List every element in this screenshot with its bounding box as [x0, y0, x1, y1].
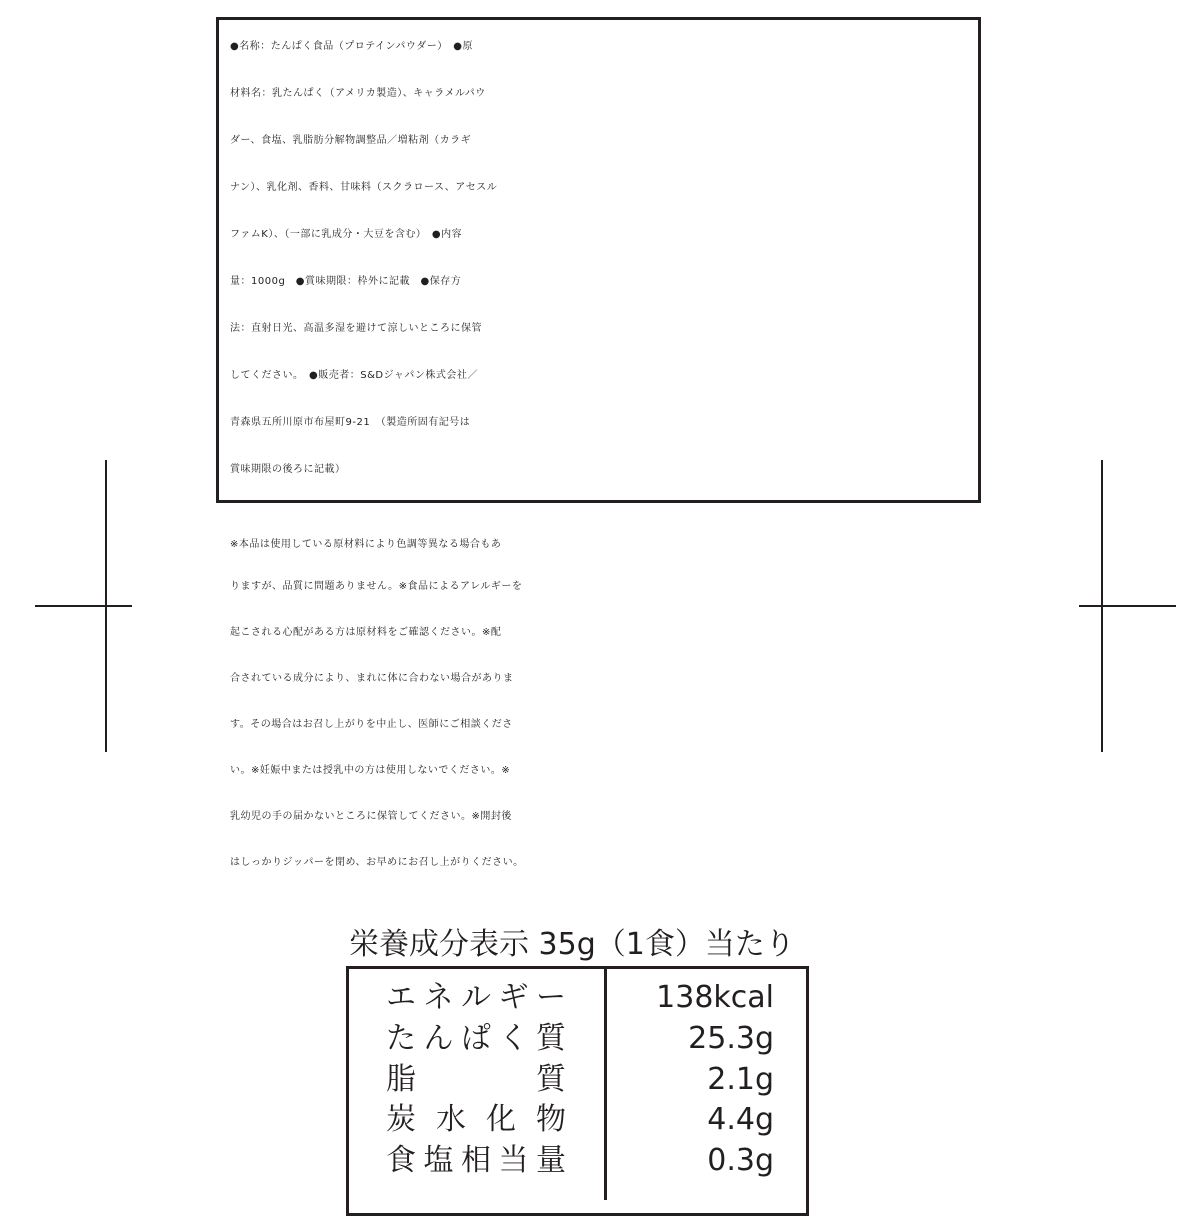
- nutrition-label-fat: 脂質: [386, 1062, 566, 1097]
- nutrition-value-energy: 138kcal: [656, 980, 774, 1015]
- nutrition-title: 栄養成分表示 35g（1食）当たり: [349, 927, 795, 962]
- nutrition-value-fat: 2.1g: [707, 1062, 774, 1097]
- crop-mark-left-horizontal: [35, 605, 132, 607]
- label-line: 賞味期限の後ろに記載）: [230, 464, 346, 475]
- label-line: ダー、食塩、乳脂肪分解物調整品／増粘剤（カラギ: [230, 135, 472, 146]
- label-line: 青森県五所川原市布屋町9-21 （製造所固有記号は: [230, 417, 471, 428]
- nutrition-value-salt: 0.3g: [707, 1143, 774, 1178]
- note-line: ※本品は使用している原材料により色調等異なる場合もあ: [230, 539, 502, 550]
- note-line: い。※妊娠中または授乳中の方は使用しないでください。※: [230, 765, 511, 776]
- label-line: ファムK）、（一部に乳成分・大豆を含む） ●内容: [230, 229, 463, 240]
- note-line: はしっかりジッパーを閉め、お早めにお召し上がりください。: [230, 857, 524, 868]
- note-line: 合されている成分により、まれに体に合わない場合がありま: [230, 673, 514, 684]
- note-line: りますが、品質に問題ありません。※食品によるアレルギーを: [230, 581, 523, 592]
- nutrition-value-carbohydrate: 4.4g: [707, 1102, 774, 1137]
- label-line: 量：1000g ●賞味期限：枠外に記載 ●保存方: [230, 276, 462, 287]
- nutrition-label-carbohydrate: 炭水化物: [386, 1102, 566, 1137]
- label-line: ナン）、乳化剤、香料、甘味料（スクラロース、アセスル: [230, 182, 498, 193]
- note-line: 乳幼児の手の届かないところに保管してください。※開封後: [230, 811, 512, 822]
- nutrition-label-salt: 食塩相当量: [386, 1143, 566, 1178]
- nutrition-label-energy: エネルギー: [386, 980, 566, 1015]
- nutrition-label-protein: たんぱく質: [386, 1021, 566, 1056]
- label-line: ●名称：たんぱく食品（プロテインパウダー） ●原: [230, 41, 473, 52]
- note-line: 起こされる心配がある方は原材料をご確認ください。※配: [230, 627, 502, 638]
- note-line: す。その場合はお召し上がりを中止し、医師にご相談くださ: [230, 719, 513, 730]
- label-line: 材料名：乳たんぱく（アメリカ製造）、キャラメルパウ: [230, 88, 486, 99]
- label-line: 法：直射日光、高温多湿を避けて涼しいところに保管: [230, 323, 482, 334]
- crop-mark-right-horizontal: [1079, 605, 1176, 607]
- nutrition-value-protein: 25.3g: [688, 1021, 774, 1056]
- label-line: してください。 ●販売者：S&Dジャパン株式会社／: [230, 370, 478, 381]
- nutrition-table-divider: [604, 966, 607, 1200]
